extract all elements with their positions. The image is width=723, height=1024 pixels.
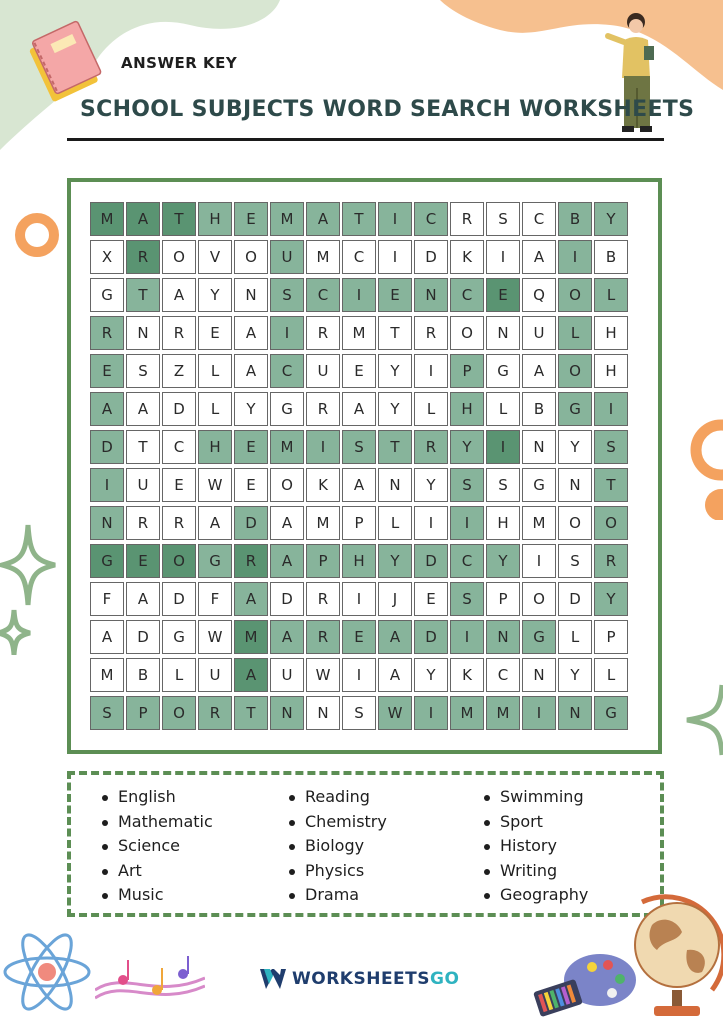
grid-letter-cell: K [450, 240, 484, 274]
grid-letter-cell: M [522, 506, 556, 540]
grid-letter-cell: M [234, 620, 268, 654]
grid-letter-cell: F [198, 582, 232, 616]
grid-letter-cell: P [306, 544, 340, 578]
grid-letter-cell: G [270, 392, 304, 426]
grid-letter-cell: A [126, 582, 160, 616]
grid-letter-cell: Y [378, 354, 412, 388]
grid-letter-cell: I [450, 620, 484, 654]
atom-icon [0, 925, 95, 1020]
grid-letter-cell: Z [162, 354, 196, 388]
grid-letter-cell: M [90, 202, 124, 236]
grid-letter-cell: W [198, 620, 232, 654]
grid-letter-cell: A [234, 354, 268, 388]
grid-letter-cell: O [450, 316, 484, 350]
grid-letter-cell: I [486, 240, 520, 274]
grid-letter-cell: R [306, 582, 340, 616]
grid-letter-cell: L [486, 392, 520, 426]
grid-letter-cell: O [234, 240, 268, 274]
grid-letter-cell: H [342, 544, 376, 578]
grid-letter-cell: N [558, 696, 592, 730]
grid-letter-cell: Y [558, 430, 592, 464]
grid-letter-cell: B [558, 202, 592, 236]
grid-letter-cell: O [270, 468, 304, 502]
brand-logo [260, 969, 459, 989]
grid-letter-cell: E [198, 316, 232, 350]
grid-letter-cell: A [126, 392, 160, 426]
grid-letter-cell: I [558, 240, 592, 274]
grid-letter-cell: Y [414, 468, 448, 502]
brand-text-worksheets: WORKSHEETS [292, 969, 431, 989]
grid-letter-cell: T [162, 202, 196, 236]
grid-letter-cell: H [594, 316, 628, 350]
grid-letter-cell: L [558, 620, 592, 654]
grid-letter-cell: J [378, 582, 412, 616]
grid-letter-cell: S [486, 202, 520, 236]
grid-letter-cell: L [594, 278, 628, 312]
grid-letter-cell: Y [378, 392, 412, 426]
grid-letter-cell: R [450, 202, 484, 236]
grid-letter-cell: A [234, 658, 268, 692]
grid-letter-cell: O [162, 696, 196, 730]
grid-letter-cell: I [90, 468, 124, 502]
grid-letter-cell: I [522, 696, 556, 730]
grid-letter-cell: I [378, 240, 412, 274]
grid-letter-cell: Y [414, 658, 448, 692]
word-list-item: Science [100, 834, 213, 859]
grid-letter-cell: R [126, 506, 160, 540]
grid-letter-cell: O [522, 582, 556, 616]
grid-letter-cell: P [342, 506, 376, 540]
grid-letter-cell: T [126, 278, 160, 312]
grid-letter-cell: C [450, 278, 484, 312]
grid-letter-cell: S [486, 468, 520, 502]
grid-letter-cell: A [522, 240, 556, 274]
grid-letter-cell: S [90, 696, 124, 730]
grid-letter-cell: W [198, 468, 232, 502]
grid-letter-cell: M [450, 696, 484, 730]
grid-letter-cell: U [306, 354, 340, 388]
grid-letter-cell: N [306, 696, 340, 730]
grid-letter-cell: U [522, 316, 556, 350]
grid-letter-cell: O [558, 354, 592, 388]
grid-letter-cell: Y [378, 544, 412, 578]
grid-letter-cell: S [270, 278, 304, 312]
grid-letter-cell: I [414, 506, 448, 540]
grid-letter-cell: B [594, 240, 628, 274]
word-list-item: History [482, 834, 588, 859]
grid-letter-cell: Y [486, 544, 520, 578]
word-list-item: Drama [287, 883, 387, 908]
grid-letter-cell: I [270, 316, 304, 350]
grid-letter-cell: A [162, 278, 196, 312]
grid-letter-cell: M [306, 240, 340, 274]
grid-letter-cell: E [234, 468, 268, 502]
answer-key-label: ANSWER KEY [121, 54, 238, 72]
grid-letter-cell: H [486, 506, 520, 540]
grid-letter-cell: X [90, 240, 124, 274]
grid-letter-cell: M [342, 316, 376, 350]
grid-letter-cell: T [594, 468, 628, 502]
grid-letter-cell: D [414, 620, 448, 654]
grid-letter-cell: N [126, 316, 160, 350]
grid-letter-cell: L [198, 354, 232, 388]
brand-text-go: GO [430, 969, 460, 989]
grid-letter-cell: E [234, 430, 268, 464]
grid-letter-cell: Y [198, 278, 232, 312]
grid-letter-cell: N [522, 430, 556, 464]
grid-letter-cell: C [450, 544, 484, 578]
orange-ring-left [12, 210, 62, 260]
grid-letter-cell: C [342, 240, 376, 274]
grid-letter-cell: P [486, 582, 520, 616]
grid-letter-cell: U [270, 658, 304, 692]
grid-letter-cell: B [126, 658, 160, 692]
grid-letter-cell: U [198, 658, 232, 692]
grid-letter-cell: T [378, 316, 412, 350]
grid-letter-cell: D [270, 582, 304, 616]
grid-letter-cell: R [414, 316, 448, 350]
grid-letter-cell: G [486, 354, 520, 388]
grid-letter-cell: N [234, 278, 268, 312]
grid-letter-cell: I [306, 430, 340, 464]
grid-letter-cell: A [378, 658, 412, 692]
grid-letter-cell: L [594, 658, 628, 692]
grid-letter-cell: E [126, 544, 160, 578]
sparkle-right-icon [682, 680, 723, 760]
grid-letter-cell: I [378, 202, 412, 236]
grid-letter-cell: O [558, 506, 592, 540]
grid-letter-cell: U [270, 240, 304, 274]
grid-letter-cell: A [270, 620, 304, 654]
grid-letter-cell: K [450, 658, 484, 692]
word-list-item: Physics [287, 859, 387, 884]
grid-letter-cell: I [594, 392, 628, 426]
word-list-column-2 [287, 785, 387, 908]
grid-letter-cell: A [522, 354, 556, 388]
grid-letter-cell: R [162, 506, 196, 540]
grid-letter-cell: I [342, 582, 376, 616]
grid-letter-cell: W [306, 658, 340, 692]
grid-letter-cell: D [162, 392, 196, 426]
grid-letter-cell: A [306, 202, 340, 236]
grid-letter-cell: T [378, 430, 412, 464]
grid-letter-cell: L [378, 506, 412, 540]
word-list-item: Geography [482, 883, 588, 908]
grid-letter-cell: U [126, 468, 160, 502]
grid-letter-cell: V [198, 240, 232, 274]
grid-letter-cell: N [558, 468, 592, 502]
word-list-item: Sport [482, 810, 588, 835]
grid-letter-cell: G [162, 620, 196, 654]
word-list-item: Music [100, 883, 213, 908]
grid-letter-cell: F [90, 582, 124, 616]
grid-letter-cell: I [342, 658, 376, 692]
grid-letter-cell: R [306, 620, 340, 654]
word-list-item: Chemistry [287, 810, 387, 835]
grid-letter-cell: R [306, 392, 340, 426]
grid-letter-cell: A [342, 392, 376, 426]
grid-letter-cell: G [594, 696, 628, 730]
grid-letter-cell: A [270, 544, 304, 578]
grid-letter-cell: O [594, 506, 628, 540]
grid-letter-cell: G [198, 544, 232, 578]
grid-letter-cell: N [90, 506, 124, 540]
grid-letter-cell: R [306, 316, 340, 350]
sparkle-icon [0, 515, 60, 655]
grid-letter-cell: O [162, 544, 196, 578]
grid-letter-cell: Q [522, 278, 556, 312]
grid-letter-cell: G [90, 544, 124, 578]
grid-letter-cell: H [198, 430, 232, 464]
grid-letter-cell: S [126, 354, 160, 388]
page-title: SCHOOL SUBJECTS WORD SEARCH WORKSHEETS [80, 97, 695, 122]
brand-w-icon [260, 969, 286, 989]
word-list-item: Swimming [482, 785, 588, 810]
grid-letter-cell: A [198, 506, 232, 540]
grid-letter-cell: P [126, 696, 160, 730]
grid-letter-cell: Y [450, 430, 484, 464]
word-search-grid [90, 202, 628, 730]
grid-letter-cell: P [450, 354, 484, 388]
grid-letter-cell: H [198, 202, 232, 236]
grid-letter-cell: A [90, 392, 124, 426]
grid-letter-cell: O [558, 278, 592, 312]
grid-letter-cell: E [90, 354, 124, 388]
grid-letter-cell: L [414, 392, 448, 426]
grid-letter-cell: N [522, 658, 556, 692]
grid-letter-cell: A [234, 316, 268, 350]
grid-letter-cell: M [90, 658, 124, 692]
grid-letter-cell: C [414, 202, 448, 236]
grid-letter-cell: H [594, 354, 628, 388]
notebooks-icon [22, 12, 114, 104]
grid-letter-cell: S [342, 430, 376, 464]
grid-letter-cell: C [270, 354, 304, 388]
grid-letter-cell: A [126, 202, 160, 236]
grid-letter-cell: N [414, 278, 448, 312]
grid-letter-cell: S [450, 468, 484, 502]
grid-letter-cell: E [486, 278, 520, 312]
grid-letter-cell: C [522, 202, 556, 236]
grid-letter-cell: D [414, 544, 448, 578]
music-notes-icon [95, 950, 205, 1010]
grid-letter-cell: W [378, 696, 412, 730]
grid-letter-cell: R [234, 544, 268, 578]
word-list-item: English [100, 785, 213, 810]
orange-ring-right [676, 410, 723, 520]
word-list-item: Biology [287, 834, 387, 859]
grid-letter-cell: N [270, 696, 304, 730]
grid-letter-cell: Y [594, 202, 628, 236]
grid-letter-cell: D [162, 582, 196, 616]
grid-letter-cell: O [162, 240, 196, 274]
grid-letter-cell: G [522, 468, 556, 502]
grid-letter-cell: C [306, 278, 340, 312]
grid-letter-cell: C [486, 658, 520, 692]
grid-letter-cell: R [126, 240, 160, 274]
word-list-item: Art [100, 859, 213, 884]
grid-letter-cell: I [522, 544, 556, 578]
grid-letter-cell: R [162, 316, 196, 350]
title-divider [67, 138, 664, 141]
grid-letter-cell: Y [234, 392, 268, 426]
grid-letter-cell: A [342, 468, 376, 502]
grid-letter-cell: A [90, 620, 124, 654]
background-blob-top-right [440, 0, 723, 110]
grid-letter-cell: Y [558, 658, 592, 692]
grid-letter-cell: C [162, 430, 196, 464]
grid-letter-cell: M [270, 430, 304, 464]
grid-letter-cell: P [594, 620, 628, 654]
grid-letter-cell: I [486, 430, 520, 464]
grid-letter-cell: T [126, 430, 160, 464]
grid-letter-cell: D [234, 506, 268, 540]
grid-letter-cell: M [486, 696, 520, 730]
grid-letter-cell: M [306, 506, 340, 540]
grid-letter-cell: B [522, 392, 556, 426]
grid-letter-cell: R [90, 316, 124, 350]
grid-letter-cell: E [414, 582, 448, 616]
word-list-column-3 [482, 785, 588, 908]
word-list-column-1 [100, 785, 213, 908]
grid-letter-cell: D [414, 240, 448, 274]
grid-letter-cell: S [558, 544, 592, 578]
grid-letter-cell: A [234, 582, 268, 616]
grid-letter-cell: L [198, 392, 232, 426]
grid-letter-cell: L [162, 658, 196, 692]
word-list-item: Writing [482, 859, 588, 884]
grid-letter-cell: G [522, 620, 556, 654]
grid-letter-cell: M [270, 202, 304, 236]
grid-letter-cell: N [378, 468, 412, 502]
grid-letter-cell: I [414, 354, 448, 388]
grid-letter-cell: R [414, 430, 448, 464]
grid-letter-cell: I [342, 278, 376, 312]
grid-letter-cell: G [558, 392, 592, 426]
grid-letter-cell: I [414, 696, 448, 730]
grid-letter-cell: K [306, 468, 340, 502]
grid-letter-cell: S [450, 582, 484, 616]
grid-letter-cell: E [342, 354, 376, 388]
grid-letter-cell: D [126, 620, 160, 654]
grid-letter-cell: A [270, 506, 304, 540]
grid-letter-cell: E [378, 278, 412, 312]
grid-letter-cell: S [594, 430, 628, 464]
grid-letter-cell: N [486, 620, 520, 654]
grid-letter-cell: D [90, 430, 124, 464]
word-list-item: Mathematic [100, 810, 213, 835]
grid-letter-cell: T [342, 202, 376, 236]
grid-letter-cell: D [558, 582, 592, 616]
grid-letter-cell: G [90, 278, 124, 312]
grid-letter-cell: I [450, 506, 484, 540]
grid-letter-cell: A [378, 620, 412, 654]
grid-letter-cell: T [234, 696, 268, 730]
grid-letter-cell: L [558, 316, 592, 350]
grid-letter-cell: N [486, 316, 520, 350]
grid-letter-cell: R [594, 544, 628, 578]
grid-letter-cell: E [162, 468, 196, 502]
grid-letter-cell: S [342, 696, 376, 730]
grid-letter-cell: E [234, 202, 268, 236]
grid-letter-cell: H [450, 392, 484, 426]
grid-letter-cell: E [342, 620, 376, 654]
globe-icon [622, 890, 723, 1024]
word-list-item: Reading [287, 785, 387, 810]
grid-letter-cell: R [198, 696, 232, 730]
grid-letter-cell: Y [594, 582, 628, 616]
